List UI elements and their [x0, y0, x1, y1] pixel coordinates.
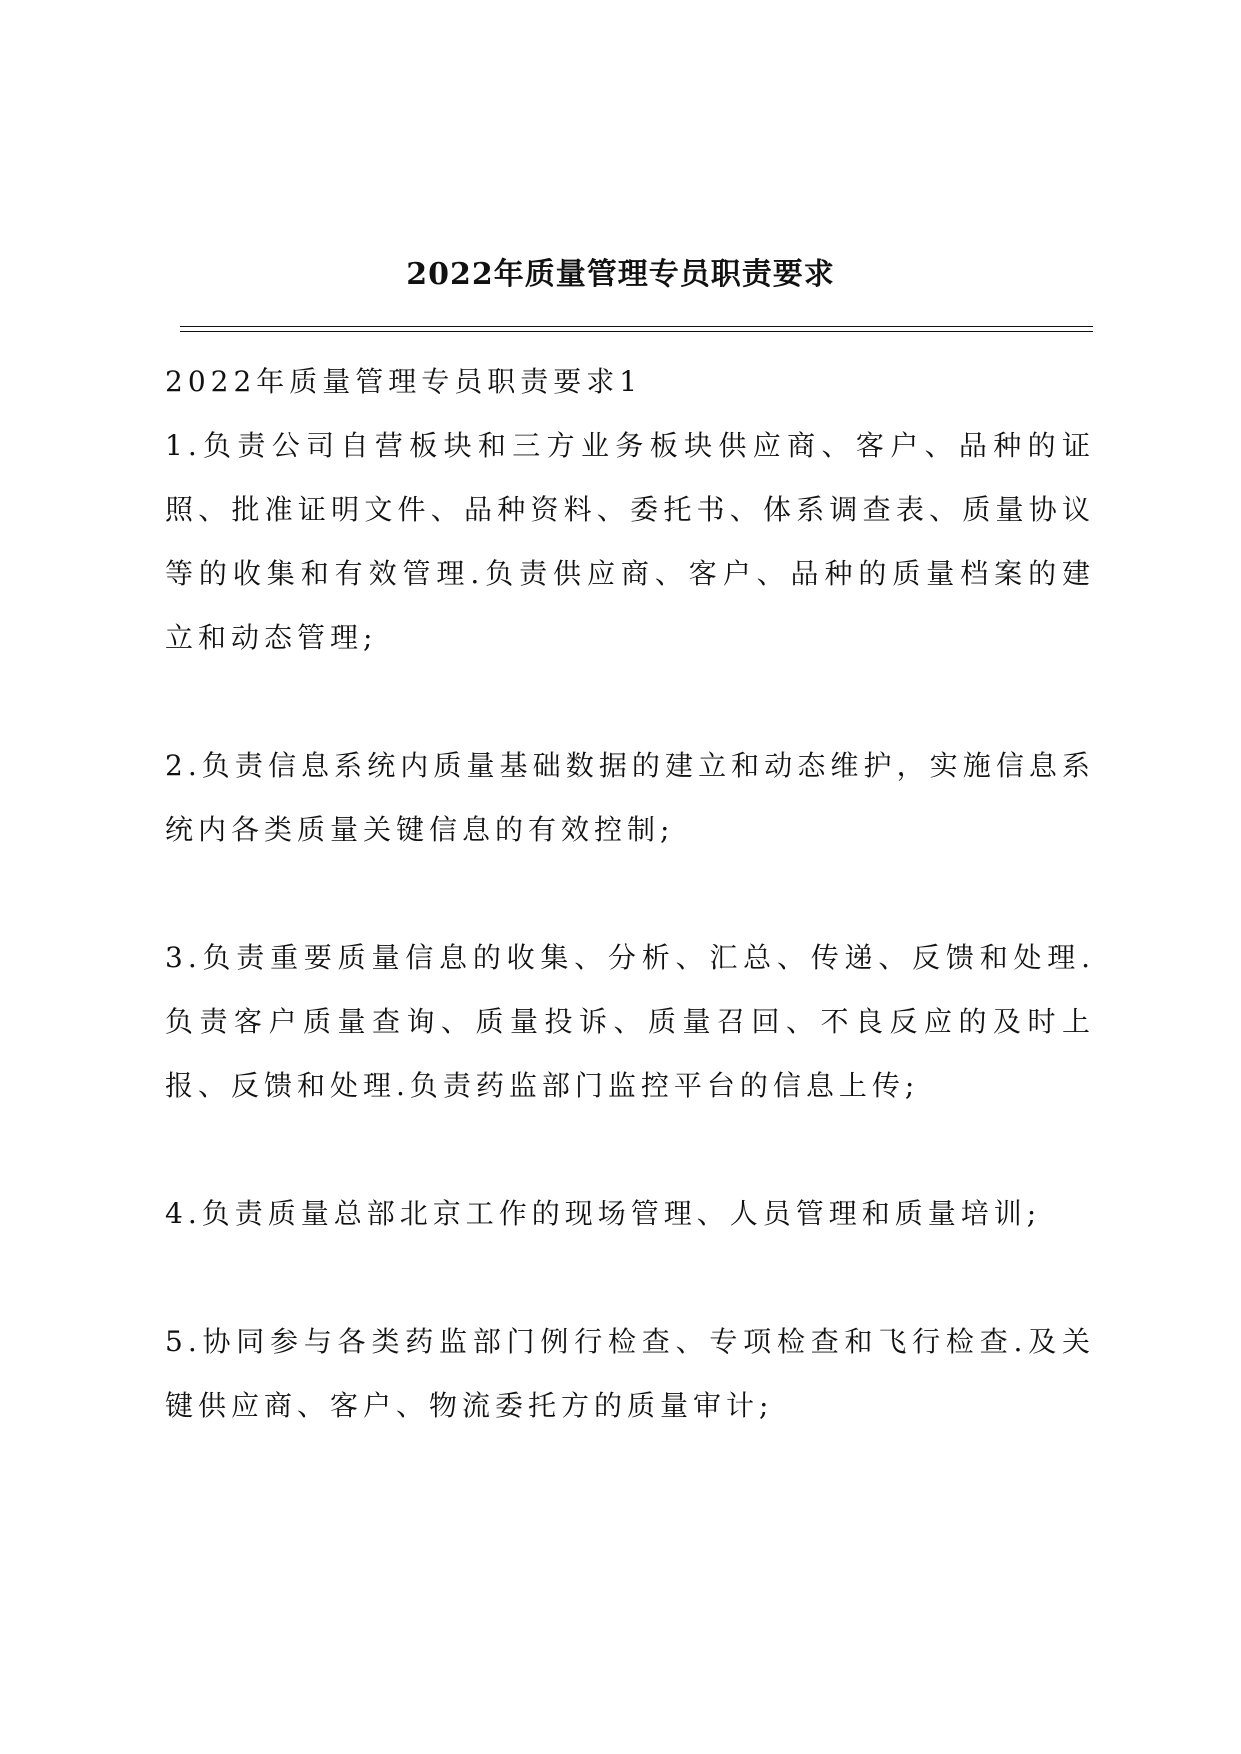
paragraph-spacer: [165, 862, 1095, 926]
duty-item-5: 5.协同参与各类药监部门例行检查、专项检查和飞行检查.及关键供应商、客户、物流委托方的质量审计;: [165, 1325, 1095, 1422]
title-divider-top: [180, 326, 1093, 327]
document-title: 2022年质量管理专员职责要求: [406, 257, 835, 292]
duty-item-2: 2.负责信息系统内质量基础数据的建立和动态维护，实施信息系统内各类质量关键信息的有效控制;: [165, 749, 1095, 846]
section-heading: 2022年质量管理专员职责要求1: [165, 365, 643, 398]
duty-item-4: 4.负责质量总部北京工作的现场管理、人员管理和质量培训;: [165, 1197, 1042, 1230]
title-divider-bottom: [180, 331, 1093, 332]
document-body: [165, 350, 1095, 1438]
paragraph-spacer: [165, 1246, 1095, 1310]
paragraph-spacer: [165, 670, 1095, 734]
duty-item-3: 3.负责重要质量信息的收集、分析、汇总、传递、反馈和处理.负责客户质量查询、质量投诉、质量召回、不良反应的及时上报、反馈和处理.负责药监部门监控平台的信息上传;: [165, 941, 1095, 1102]
paragraph-spacer: [165, 1118, 1095, 1182]
duty-item-1: 1.负责公司自营板块和三方业务板块供应商、客户、品种的证照、批准证明文件、品种资料、委托书、体系调查表、质量协议等的收集和有效管理.负责供应商、客户、品种的质量档案的建立和动态管理;: [165, 429, 1095, 654]
